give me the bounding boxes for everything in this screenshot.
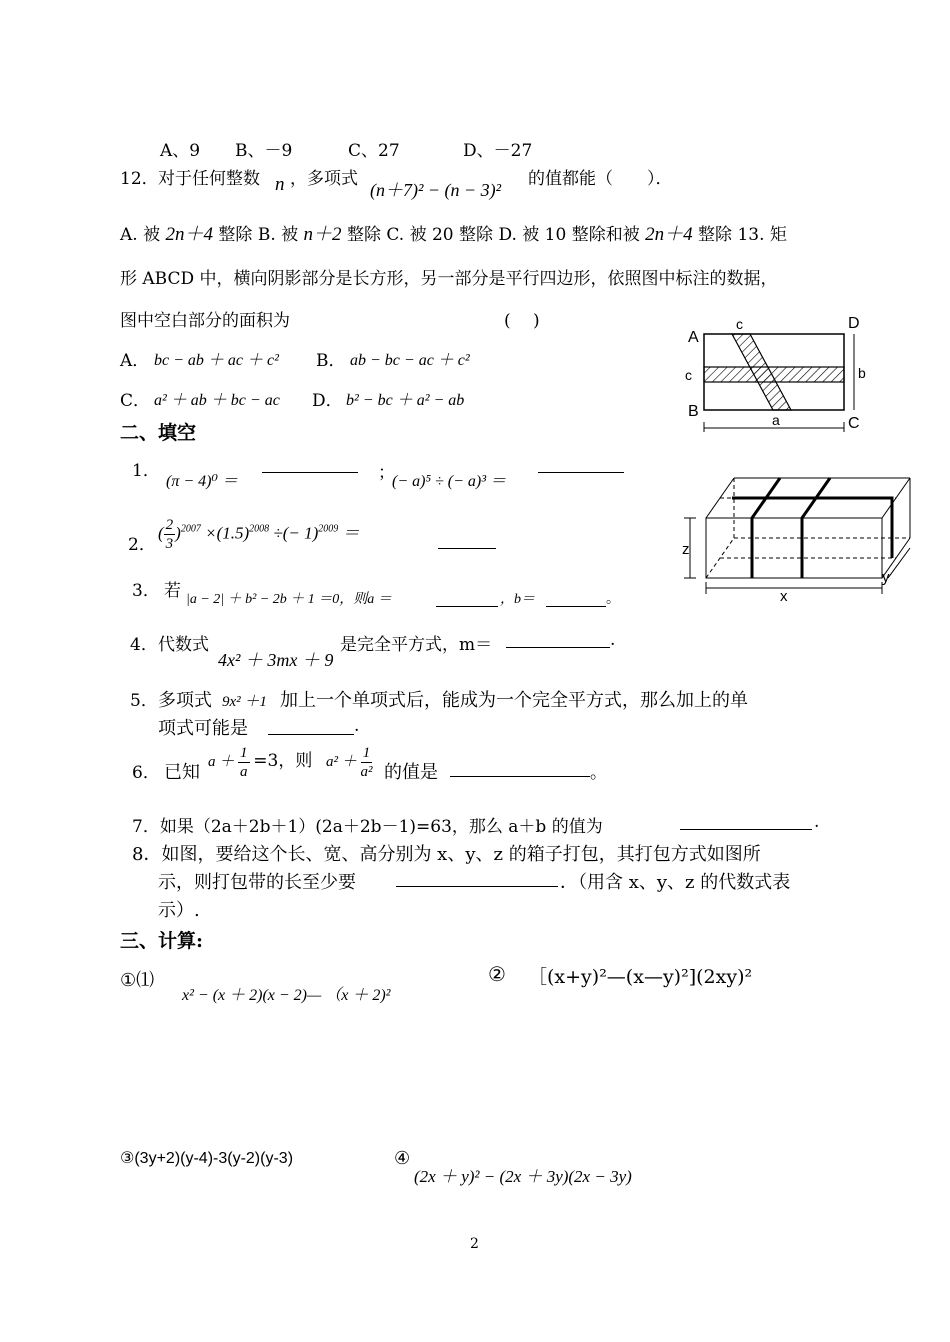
fill-q6-a2: a² ＋ xyxy=(326,753,357,770)
fill-q2-exp1: 2007 xyxy=(180,523,201,535)
fill-q5-text2: 加上一个单项式后，能成为一个完全平方式，那么加上的单 xyxy=(280,690,748,711)
calc-p2-label: ② xyxy=(488,962,506,986)
q12-text-suffix: 的值都能（ ）． xyxy=(528,169,673,189)
fill-q5-blank[interactable] xyxy=(268,720,354,735)
fill-q6-frac2-num: 1 xyxy=(362,745,371,761)
fill-q1-separator: ； xyxy=(378,463,395,483)
section2-title: 二、填空 xyxy=(120,422,197,444)
q12-text-mid: ，多项式 xyxy=(290,169,358,189)
fill-q1-blank2[interactable] xyxy=(538,458,624,473)
fill-q4-suffix: 是完全平方式，m＝ xyxy=(340,635,493,655)
fill-q4-end: . xyxy=(610,630,616,650)
page-number: 2 xyxy=(470,1236,479,1252)
q12-opt-d-suffix: 整除 13. 矩 xyxy=(698,225,787,245)
q12-text-prefix: 对于任何整数 xyxy=(158,169,260,189)
calc-p1-label: ①⑴ xyxy=(120,970,155,991)
rectangle-abcd-figure xyxy=(680,312,870,436)
q12-opt-a-suffix: 整除 xyxy=(218,225,253,245)
fill-q4-text: 代数式 xyxy=(158,635,209,655)
fill-q8-line3: 示）. xyxy=(158,900,200,921)
fill-q7-blank[interactable] xyxy=(680,815,812,830)
q12-opt-b-suffix: 整除 xyxy=(346,225,381,245)
calc-p3: ③(3y+2)(y-4)-3(y-2)(y-3) xyxy=(120,1150,294,1167)
fill-q1-expr2: (− a)⁵ ÷ (− a)³ ＝ xyxy=(392,473,507,490)
q12-opt-c: C. 被 20 整除 xyxy=(386,225,494,245)
fill-q7-end: . xyxy=(814,812,820,832)
fill-q2-frac-num: 2 xyxy=(165,517,174,533)
fill-q6-end: 。 xyxy=(590,763,607,783)
fill-q2-expression: ( $\frac{2}{3}$ )$^{2007} \times(1.5)^{2008}$ ÷(− 1)$^{2009}$ ＝ xyxy=(158,517,360,552)
fill-q2-exp2: 2008 xyxy=(249,523,270,535)
fill-q3-end: 。 xyxy=(606,591,620,607)
fill-q2-exp3: 2009 xyxy=(318,523,339,535)
label-d-vertex: D xyxy=(848,315,860,332)
label-b-side: b xyxy=(858,365,866,381)
fill-q5-line2: 项式可能是 xyxy=(158,718,248,739)
q13-opt-d-label: D． xyxy=(312,391,343,411)
fill-q2-eq: ＝ xyxy=(342,523,360,543)
fill-q7-text: 7．如果（2a＋2b＋1）(2a＋2b－1)=63，那么 a＋b 的值为 xyxy=(132,817,603,837)
q12-expression: (n＋7)² − (n − 3)² xyxy=(370,180,502,200)
q12-opt-a-prefix: A. 被 xyxy=(120,225,161,245)
q13-answer-paren: ( ) xyxy=(504,311,540,331)
fill-q1-blank1[interactable] xyxy=(262,458,358,473)
fill-q6-suffix: 的值是 xyxy=(384,762,438,783)
label-c-top: c xyxy=(736,316,743,332)
fill-q2-blank[interactable] xyxy=(438,534,496,549)
fill-q8-line1: 8．如图，要给这个长、宽、高分别为 x、y、z 的箱子打包，其打包方式如图所 xyxy=(132,844,761,865)
label-a-vertex: A xyxy=(688,329,699,346)
q13-opt-d-expr: b² − bc ＋ a² − ab xyxy=(346,392,465,409)
fill-q6-blank[interactable] xyxy=(450,762,590,777)
fill-q3-text: 若 xyxy=(164,581,181,601)
q11-option-d: D、－27 xyxy=(463,141,533,161)
calc-p2-expr: ［(x+y)²—(x—y)²](2xy)² xyxy=(528,966,753,988)
q12-opt-b-expr: n＋2 xyxy=(303,224,342,245)
label-c-left: c xyxy=(685,367,692,383)
fill-q5-expr: 9x² ＋1 xyxy=(222,694,267,710)
q12-var-n: n xyxy=(275,174,285,195)
fill-q5-text1: 多项式 xyxy=(158,690,212,711)
q13-opt-a-expr: bc − ab ＋ ac ＋ c² xyxy=(154,352,279,369)
fill-q1-expr1: (π − 4)⁰ ＝ xyxy=(166,473,238,490)
calc-p1-expr: x² − (x ＋ 2)(x − 2)— （x ＋ 2)² xyxy=(182,987,391,1004)
fill-q2-number: 2． xyxy=(128,535,156,555)
fill-q6-expr2 xyxy=(326,744,373,781)
fill-q8-blank[interactable] xyxy=(396,872,558,887)
label-b-vertex: B xyxy=(688,403,699,420)
fill-q8-line2: 示，则打包带的长至少要 xyxy=(158,872,356,893)
q13-opt-c-expr: a² ＋ ab ＋ bc − ac xyxy=(154,392,280,409)
fill-q8-line2b: ．（用含 x、y、z 的代数式表 xyxy=(560,872,791,893)
fill-q4-number: 4． xyxy=(130,635,158,655)
q12-opt-b-prefix: B. 被 xyxy=(257,225,299,245)
q12-options-line xyxy=(120,219,787,246)
q12-opt-d-expr: 2n＋4 xyxy=(645,224,693,245)
fill-q4-expr: 4x² ＋ 3mx ＋ 9 xyxy=(218,650,334,670)
fill-q2-mid2: ÷(− 1) xyxy=(273,523,319,543)
section3-title: 三、计算: xyxy=(120,930,204,952)
calc-p4-label: ④ xyxy=(394,1148,411,1169)
fill-q6-number: 6． xyxy=(132,763,160,783)
fill-q6-text: 已知 xyxy=(164,762,200,783)
fill-q6-expr1 xyxy=(208,744,312,781)
q13-opt-b-label: B． xyxy=(316,351,346,371)
fill-q1-number: 1． xyxy=(132,461,160,481)
calc-p4-expr: (2x ＋ y)² − (2x ＋ 3y)(2x − 3y) xyxy=(414,1167,632,1186)
q13-opt-c-label: C． xyxy=(120,391,151,411)
fill-q2-mid: ×(1.5) xyxy=(205,523,250,543)
label-a-bottom: a xyxy=(772,412,780,428)
label-x: x xyxy=(780,588,788,604)
fill-q3-blank-b[interactable] xyxy=(546,592,606,607)
fill-q6-frac-num: 1 xyxy=(240,745,248,761)
fill-q6-frac2-den: a² xyxy=(360,764,373,780)
q11-option-b: B、－9 xyxy=(235,141,293,161)
label-z: z xyxy=(682,541,690,558)
fill-q6-frac-den: a xyxy=(240,764,248,780)
fill-q3-blank-a[interactable] xyxy=(436,592,498,607)
q11-option-c: C、27 xyxy=(348,141,400,161)
fill-q5-end: . xyxy=(354,716,360,736)
q13-opt-b-expr: ab − bc − ac ＋ c² xyxy=(350,352,470,369)
q13-opt-a-label: A． xyxy=(120,351,150,371)
q12-opt-d-prefix: D. 被 10 整除和被 xyxy=(498,225,640,245)
q13-line1: 形 ABCD 中，横向阴影部分是长方形，另一部分是平行四边形，依照图中标注的数据， xyxy=(120,269,778,289)
fill-q6-eq: =3，则 xyxy=(253,750,313,771)
fill-q3-number: 3． xyxy=(132,581,160,601)
q11-option-a: A、9 xyxy=(160,141,201,161)
q13-line2: 图中空白部分的面积为 xyxy=(120,311,290,331)
label-y: y xyxy=(882,569,890,586)
fill-q2-frac-den: 3 xyxy=(165,536,174,552)
fill-q4-blank[interactable] xyxy=(506,633,610,648)
fill-q6-a: a ＋ xyxy=(208,753,235,770)
q12-number: 12． xyxy=(120,169,159,189)
q12-opt-a-expr: 2n＋4 xyxy=(165,224,214,245)
fill-q5-number: 5． xyxy=(130,691,158,711)
box-packing-figure xyxy=(682,470,912,604)
fill-q3-expr: |a − 2| ＋ b² − 2b ＋ 1 ＝0，则a ＝ xyxy=(186,592,392,607)
fill-q3-mid: ，b＝ xyxy=(500,592,535,607)
label-c-vertex: C xyxy=(848,415,860,432)
